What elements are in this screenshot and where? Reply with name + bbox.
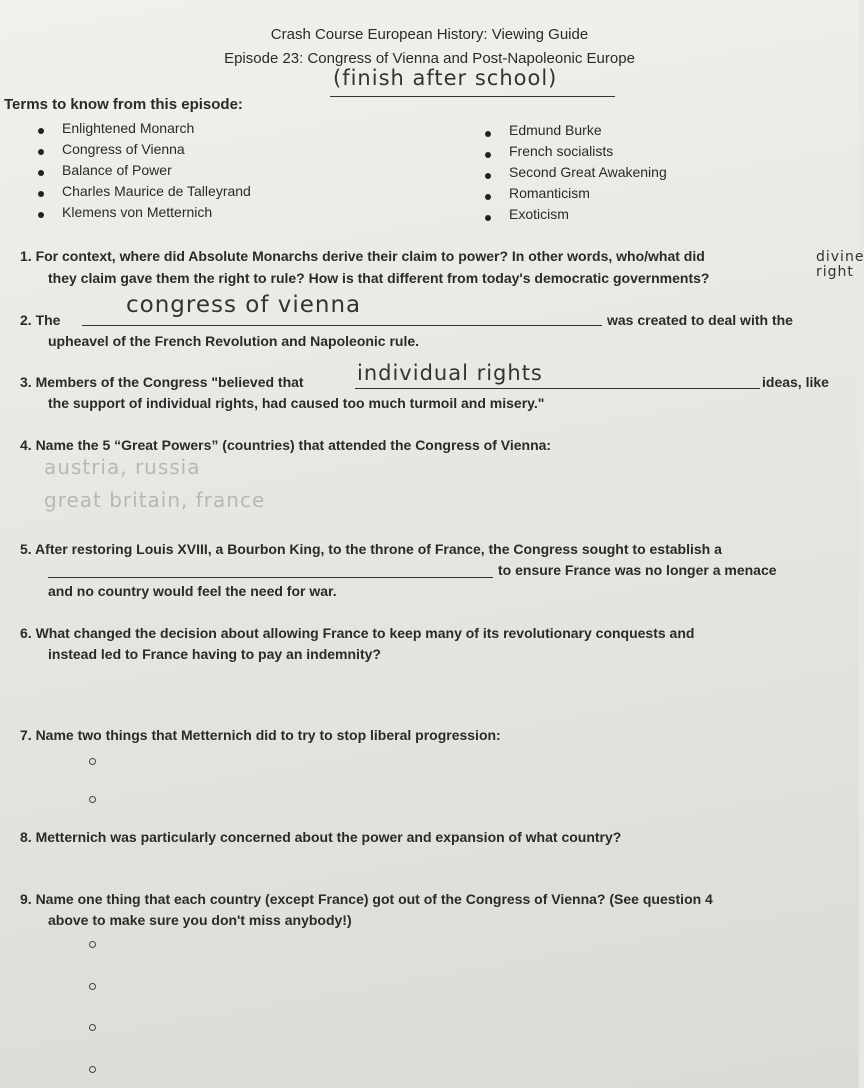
question-1-line1: 1. For context, where did Absolute Monarchs derive their claim to power? In other words, who/what did <box>20 248 705 264</box>
question-2-prefix: 2. The <box>20 312 61 328</box>
term-item: Romanticism <box>509 185 590 201</box>
terms-heading: Terms to know from this episode: <box>4 96 243 113</box>
answer-circle-icon <box>89 758 96 765</box>
bullet-icon <box>38 149 44 155</box>
note-underline <box>330 96 615 97</box>
question-4-answer-line1: austria, russia <box>44 455 201 479</box>
bullet-icon <box>38 170 44 176</box>
question-3-line2: the support of individual rights, had caused too much turmoil and misery." <box>48 395 545 411</box>
term-item: Charles Maurice de Talleyrand <box>62 183 251 199</box>
episode-title: Episode 23: Congress of Vienna and Post-Napoleonic Europe <box>224 50 635 67</box>
bullet-icon <box>485 173 491 179</box>
term-item: French socialists <box>509 143 614 159</box>
term-item: Balance of Power <box>62 162 172 178</box>
bullet-icon <box>485 194 491 200</box>
bullet-icon <box>485 152 491 158</box>
question-5-suffix: to ensure France was no longer a menace <box>498 562 777 578</box>
question-6-line2: instead led to France having to pay an indemnity? <box>48 646 381 662</box>
answer-circle-icon <box>89 983 96 990</box>
question-3-blank[interactable] <box>355 388 760 389</box>
question-9-line2: above to make sure you don't miss anybody!) <box>48 912 352 928</box>
term-item: Exoticism <box>509 206 569 222</box>
term-item: Congress of Vienna <box>62 141 185 157</box>
question-6-line1: 6. What changed the decision about allowing France to keep many of its revolutionary conquests and <box>20 625 695 641</box>
bullet-icon <box>38 212 44 218</box>
question-2-answer[interactable]: congress of vienna <box>126 292 362 318</box>
bullet-icon <box>38 191 44 197</box>
term-item: Edmund Burke <box>509 122 602 138</box>
bullet-icon <box>485 215 491 221</box>
bullet-icon <box>38 128 44 134</box>
question-7: 7. Name two things that Metternich did to try to stop liberal progression: <box>20 727 501 743</box>
answer-circle-icon <box>89 1066 96 1073</box>
term-item: Klemens von Metternich <box>62 204 213 220</box>
question-4-answer-line2: great britain, france <box>44 488 266 512</box>
question-1-answer: divine right <box>816 249 864 280</box>
question-5-blank[interactable] <box>48 577 493 578</box>
question-5-line1: 5. After restoring Louis XVIII, a Bourbon King, to the throne of France, the Congress sought to establish a <box>20 541 722 557</box>
question-2-suffix: was created to deal with the <box>607 312 793 328</box>
handwritten-note: (finish after school) <box>333 66 558 90</box>
answer-circle-icon <box>89 796 96 803</box>
question-4: 4. Name the 5 “Great Powers” (countries) that attended the Congress of Vienna: <box>20 437 552 453</box>
question-5-line3: and no country would feel the need for war. <box>48 583 337 599</box>
question-8: 8. Metternich was particularly concerned about the power and expansion of what country? <box>20 829 622 845</box>
question-1-line2: they claim gave them the right to rule? How is that different from today's democratic governments? <box>48 270 710 286</box>
question-2-line2: upheavel of the French Revolution and Napoleonic rule. <box>48 333 420 349</box>
bullet-icon <box>485 131 491 137</box>
answer-circle-icon <box>89 941 96 948</box>
question-3-prefix: 3. Members of the Congress "believed that <box>20 374 304 390</box>
question-9-line1: 9. Name one thing that each country (except France) got out of the Congress of Vienna? (See question 4 <box>20 891 713 907</box>
question-2-blank[interactable] <box>82 325 602 326</box>
question-3-suffix: ideas, like <box>762 374 829 390</box>
term-item: Second Great Awakening <box>509 164 667 180</box>
term-item: Enlightened Monarch <box>62 120 195 136</box>
answer-circle-icon <box>89 1024 96 1031</box>
question-3-answer[interactable]: individual rights <box>357 361 543 385</box>
worksheet-title: Crash Course European History: Viewing Guide <box>270 26 589 43</box>
